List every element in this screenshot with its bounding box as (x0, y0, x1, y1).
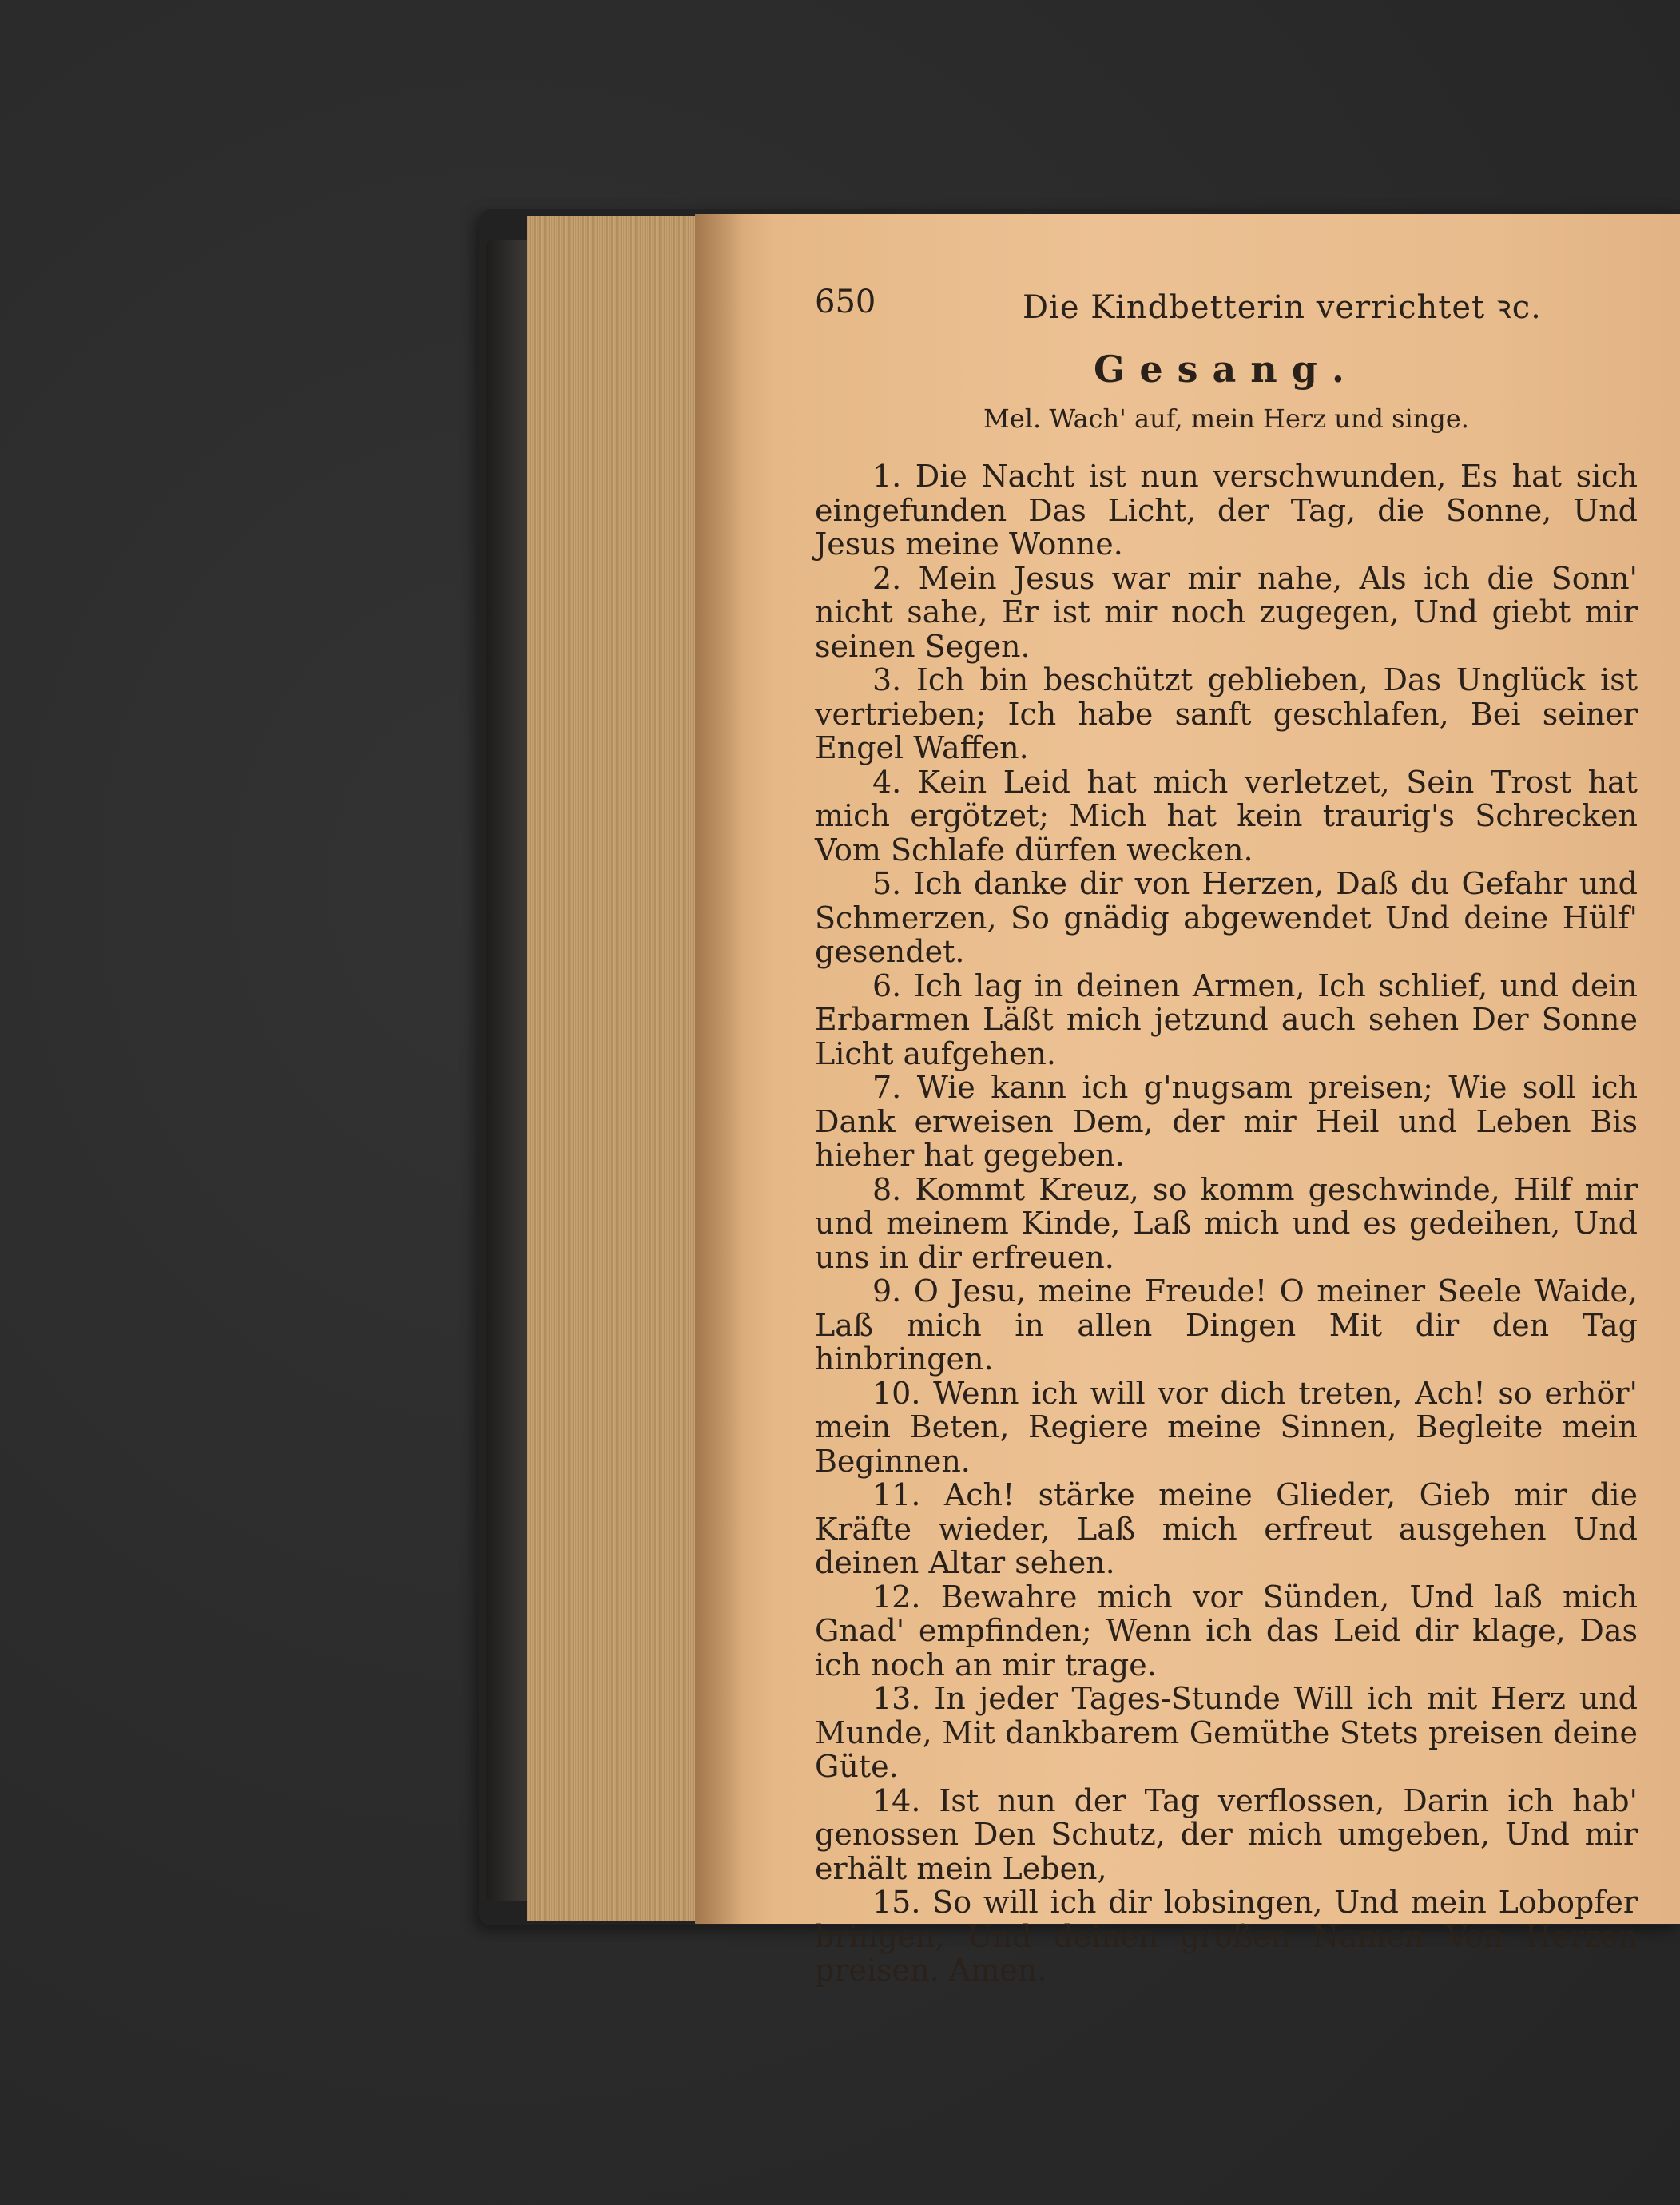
hymn-title: Gesang. (1094, 348, 1359, 391)
verse: 11. Ach! stärke meine Glieder, Gieb mir die Kräfte wieder, Laß mich erfreut ausgehen Und deinen Altar sehen. (815, 1477, 1638, 1580)
melody-line: Mel. Wach' auf, mein Herz und singe. (983, 403, 1469, 434)
verse: 8. Kommt Kreuz, so komm geschwinde, Hilf mir und meinem Kinde, Laß mich und es gedeihen, Und uns in dir erfreuen. (815, 1171, 1638, 1275)
verse: 4. Kein Leid hat mich verletzet, Sein Trost hat mich ergötzet; Mich hat kein traurig's Schrecken Vom Schlafe dürfen wecken. (815, 764, 1638, 868)
verse: 3. Ich bin beschützt geblieben, Das Unglück ist vertrieben; Ich habe sanft geschlafen, Bei seiner Engel Waffen. (815, 662, 1638, 765)
gutter-shadow (695, 214, 743, 1924)
verse: 10. Wenn ich will vor dich treten, Ach! so erhör' mein Beten, Regiere meine Sinnen, Begleite mein Beginnen. (815, 1375, 1638, 1479)
page-header (815, 284, 1638, 340)
verse: 9. O Jesu, meine Freude! O meiner Seele Waide, Laß mich in allen Dingen Mit dir den Tag hinbringen. (815, 1273, 1638, 1377)
verse: 15. So will ich dir lobsingen, Und mein Lobopfer bringen, Und deinen großen Namen Von Herzen preisen. Amen. (815, 1885, 1638, 1988)
verse-list (815, 459, 1638, 1988)
verse: 5. Ich danke dir von Herzen, Daß du Gefahr und Schmerzen, So gnädig abgewendet Und deine Hülf' gesendet. (815, 866, 1638, 969)
running-head: Die Kindbetterin verrichtet ꝛc. (1023, 289, 1542, 326)
verse: 1. Die Nacht ist nun verschwunden, Es hat sich eingefunden Das Licht, der Tag, die Sonne, Und Jesus meine Wonne. (815, 459, 1638, 562)
verse: 6. Ich lag in deinen Armen, Ich schlief, und dein Erbarmen Läßt mich jetzund auch sehen Der Sonne Licht aufgehen. (815, 967, 1638, 1071)
verse: 14. Ist nun der Tag verflossen, Darin ich hab' genossen Den Schutz, der mich umgeben, Und mir erhält mein Leben, (815, 1782, 1638, 1886)
verse: 13. In jeder Tages-Stunde Will ich mit Herz und Munde, Mit dankbarem Gemüthe Stets preisen deine Güte. (815, 1681, 1638, 1784)
verse: 12. Bewahre mich vor Sünden, Und laß mich Gnad' empfinden; Wenn ich das Leid dir klage, Das ich noch an mir trage. (815, 1579, 1638, 1683)
page-edges (527, 216, 703, 1921)
verse: 7. Wie kann ich g'nugsam preisen; Wie soll ich Dank erweisen Dem, der mir Heil und Leben Bis hieher hat gegeben. (815, 1070, 1638, 1173)
verse: 2. Mein Jesus war mir nahe, Als ich die Sonn' nicht sahe, Er ist mir noch zugegen, Und giebt mir seinen Segen. (815, 560, 1638, 664)
page-text (815, 284, 1638, 1988)
page-number: 650 (815, 284, 876, 320)
